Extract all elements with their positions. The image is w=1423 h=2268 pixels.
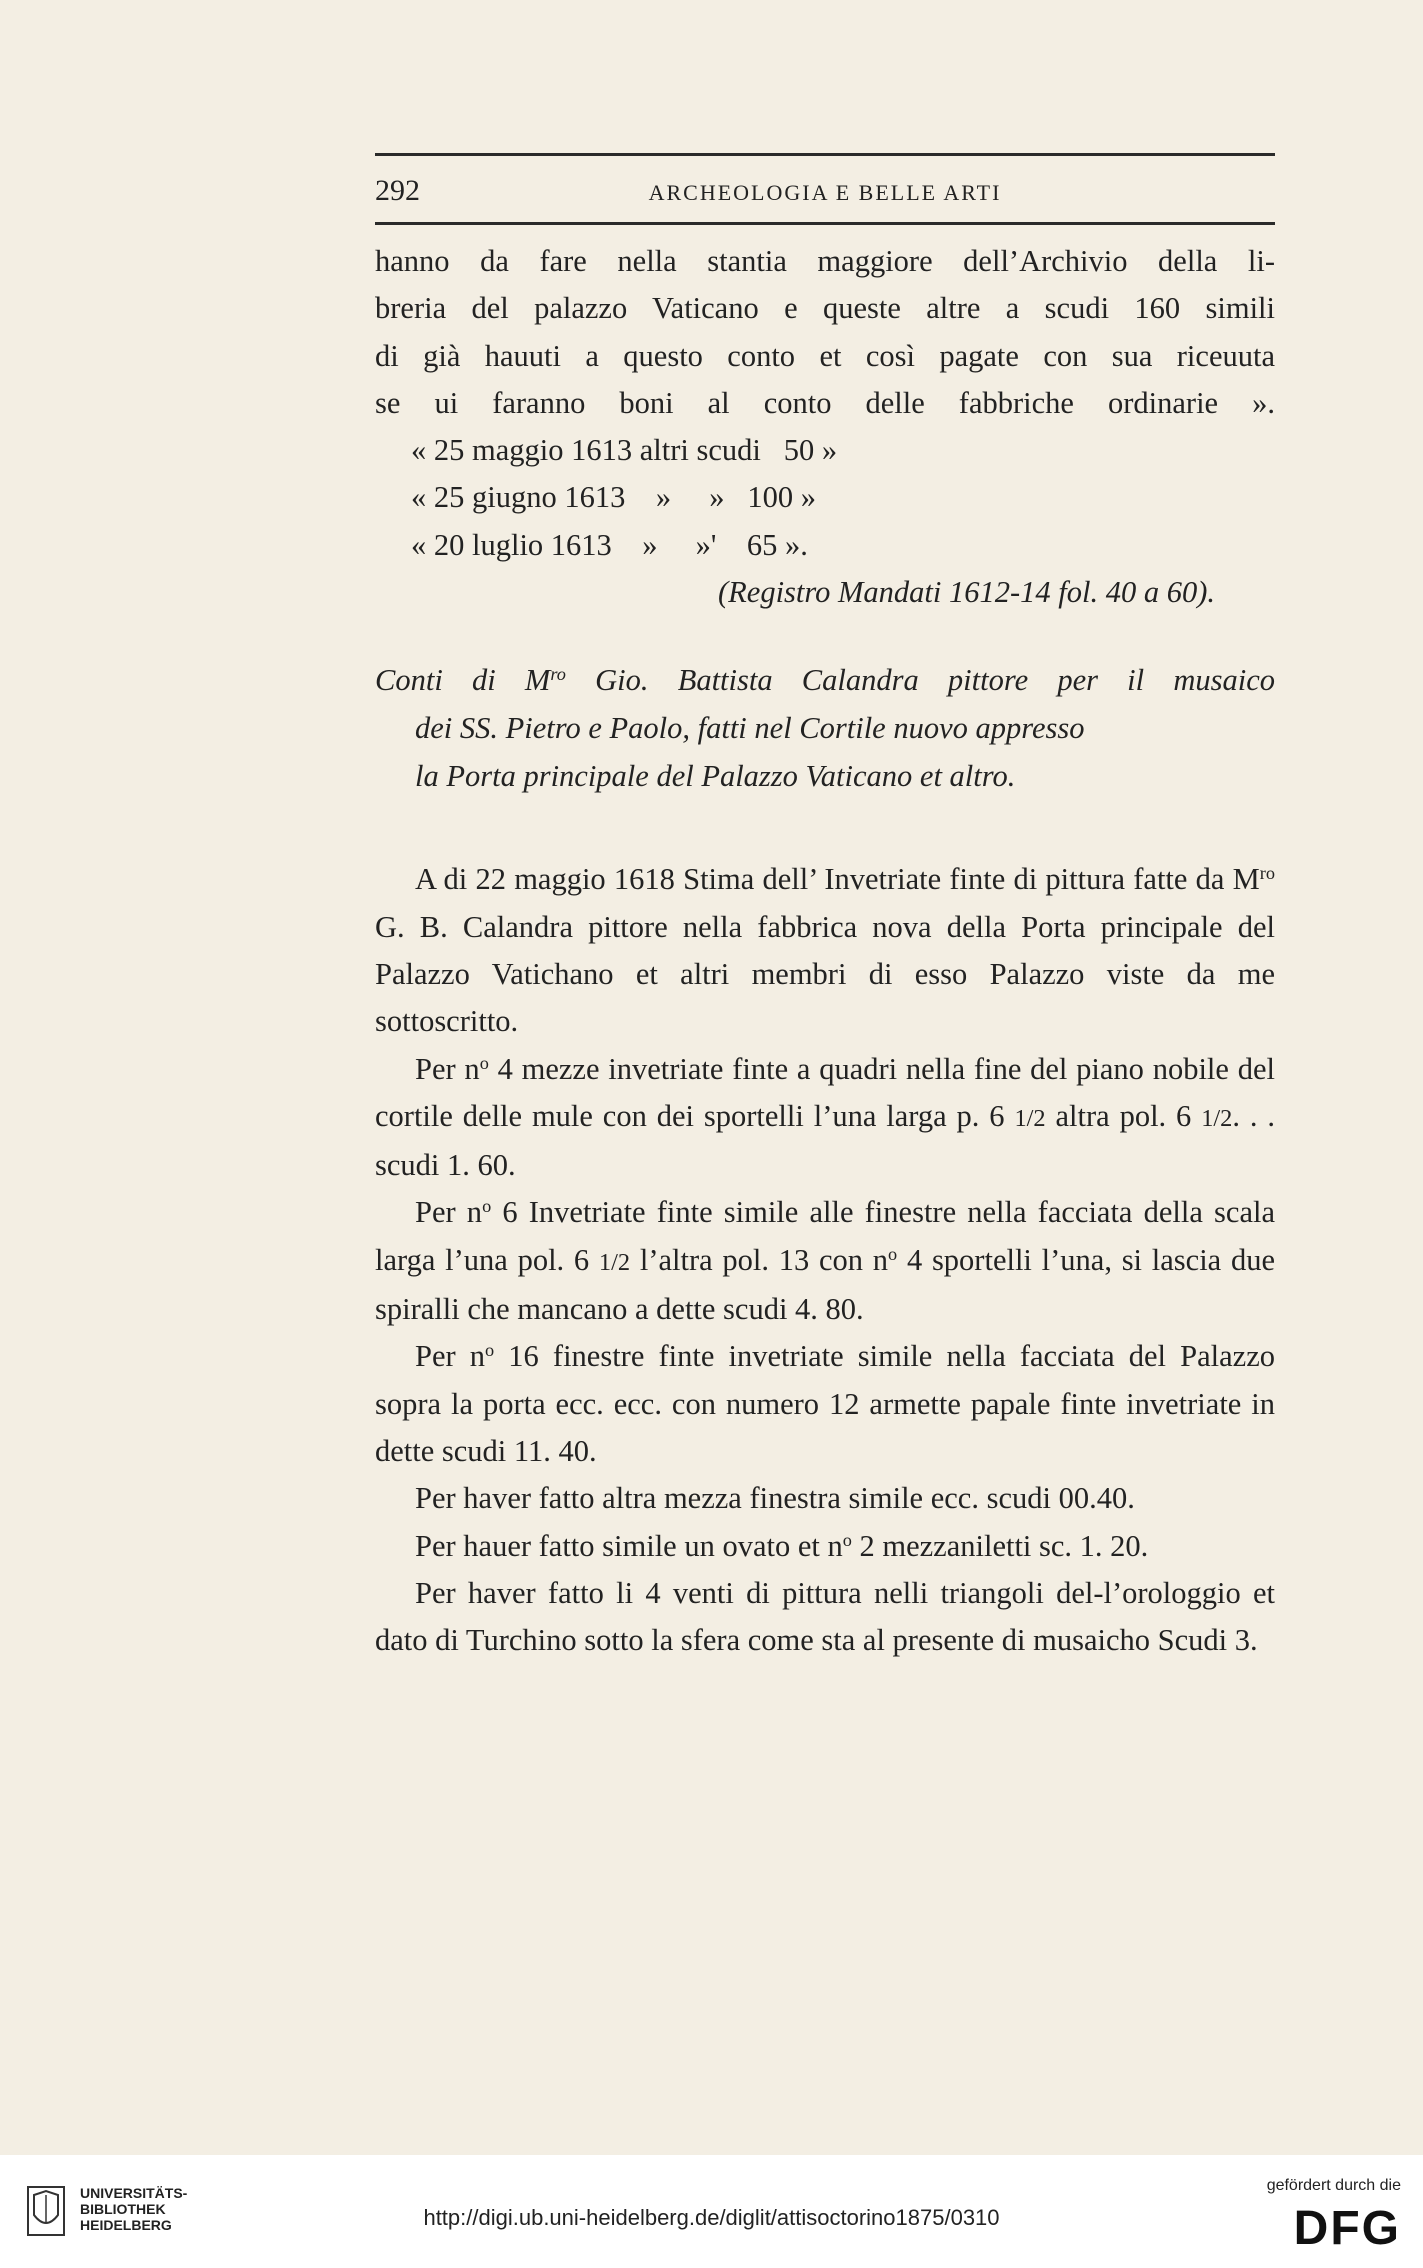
paragraph: Per haver fatto li 4 venti di pittura nelli triangoli del-l’orologgio et dato di Turchino sotto la sfera come sta al presente di musaicho Scudi 3. (375, 1575, 1275, 1658)
paragraph: Per hauer fatto simile un ovato et $n^o$ 2 mezzaniletti sc. 1. 20. (415, 1528, 1149, 1563)
text-line: hanno da fare nella stantia maggiore dell’Archivio della li- (375, 244, 1275, 278)
schedule-line: « 20 luglio 1613 » »' 65 ». (411, 527, 808, 562)
dfg-logo: DFG (1293, 2202, 1401, 2255)
header-rule (375, 222, 1275, 225)
top-rule (375, 153, 1275, 156)
text-line: di già hauuti a questo conto et così pagate con sua riceuuta (375, 338, 1275, 373)
paragraph: Per $n^o$ 4 mezze invetriate finte a quadri nella fine del piano nobile del cortile delle mule con dei sportelli l’una larga p. 6 1/2 altra pol. 6 1/2. . . scudi 1. 60. (375, 1051, 1275, 1183)
paragraph: A di 22 maggio 1618 Stima dell’ Invetriate finte di pittura fatte da $M^{ro}$ G. B. Calandra pittore nella fabbrica nova della Porta principale del Palazzo Vatichano et altri membri di esso Palazzo viste da me sottoscritto. (375, 862, 1275, 1039)
permalink[interactable]: http://digi.ub.uni-heidelberg.de/diglit/attisoctorino1875/0310 (423, 2205, 1000, 2230)
text-line: se ui faranno boni al conto delle fabbriche ordinarie ». (375, 385, 1275, 420)
text-block (375, 238, 1275, 1664)
paragraph: Per $n^o$ 6 Invetriate finte simile alle finestre nella facciata della scala larga l’una pol. 6 1/2 l’altra pol. 13 con $n^o$ 4 sportelli l’una, si lascia due spiralli che mancano a dette scudi 4. 80. (375, 1195, 1275, 1327)
funding-caption: gefördert durch die (1266, 2177, 1401, 2194)
heading-line: dei SS. Pietro e Paolo, fatti nel Cortile nuovo appresso (415, 711, 1085, 746)
running-title: ARCHEOLOGIA E BELLE ARTI (648, 180, 1002, 205)
schedule-line: « 25 maggio 1613 altri scudi 50 » (411, 433, 838, 468)
heading-line: Conti di $M^{ro}$ Gio. Battista Calandra pittore per il musaico (375, 663, 1275, 698)
body-paragraphs (375, 856, 1275, 1664)
institution-name: UNIVERSITÄTS- BIBLIOTHEK HEIDELBERG (80, 2185, 188, 2233)
text-line: breria del palazzo Vaticano e queste altre a scudi 160 simili (375, 291, 1275, 326)
section-heading (375, 656, 1275, 800)
page-number: 292 (375, 174, 420, 207)
running-head (375, 174, 1275, 214)
paragraph: Per $n^o$ 16 finestre finte invetriate simile nella facciata del Palazzo sopra la porta ecc. ecc. con numero 12 armette papale finte invetriate in dette scudi 11. 40. (375, 1339, 1275, 1468)
paragraph-continuation (375, 238, 1275, 427)
heading-line: la Porta principale del Palazzo Vaticano et altro. (415, 759, 1016, 794)
payment-schedule (375, 427, 1275, 569)
citation: (Registro Mandati 1612-14 fol. 40 a 60). (718, 575, 1215, 610)
paragraph: Per haver fatto altra mezza finestra simile ecc. scudi 00.40. (415, 1481, 1135, 1516)
viewer-footer (0, 2155, 1423, 2268)
schedule-line: « 25 giugno 1613 » » 100 » (411, 480, 816, 515)
